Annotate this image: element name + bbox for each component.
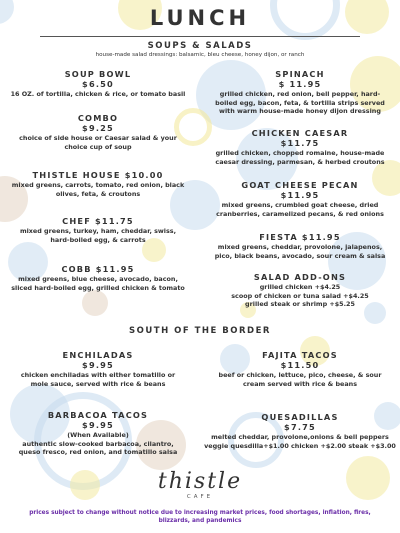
item-description: 16 OZ. of tortilla, chicken & rice, or tomato basil (10, 90, 186, 98)
item-price: $6.50 (82, 79, 114, 89)
logo-subtitle: CAFE (186, 494, 214, 500)
item-price: $9.95 (82, 420, 114, 430)
item-name: GOAT CHEESE PECAN (241, 180, 359, 190)
item-description: melted cheddar, provolone,onions & bell peppers veggie quesdilla+$1.00 chicken +$2.00 steak +$3.00 (204, 433, 396, 450)
item-price: $9.95 (82, 360, 114, 370)
menu-item-fiesta (200, 232, 400, 260)
item-name: COBB $11.95 (61, 264, 135, 274)
salad-add-ons (200, 272, 400, 309)
item-description: mixed greens, carrots, tomato, red onion, black olives, feta, & croutons (11, 181, 185, 198)
thistle-cafe-logo (0, 471, 400, 500)
item-description: choice of side house or Caesar salad & your choice cup of soup (19, 134, 177, 151)
menu-title: LUNCH (149, 6, 251, 30)
item-description: mixed greens, turkey, ham, cheddar, swiss, hard-boiled egg, & carrots (19, 227, 177, 244)
item-price: $ 11.95 (278, 79, 322, 89)
menu-item-goat-cheese-pecan (200, 180, 400, 218)
south-of-the-border-heading: SOUTH OF THE BORDER (129, 326, 271, 336)
menu-item-enchiladas (0, 350, 196, 388)
menu-item-chef (0, 216, 196, 244)
item-name: SALAD ADD-ONS (253, 272, 347, 282)
item-description: mixed greens, blue cheese, avocado, bacon, sliced hard-boiled egg, grilled chicken & tomato (11, 275, 185, 292)
menu-item-spinach (200, 69, 400, 116)
item-price: $7.75 (284, 422, 316, 432)
menu-item-quesadillas (200, 412, 400, 450)
item-description: (When Available) authentic slow-cooked barbacoa, cilantro, queso fresco, red onion, and tomatillo salsa (18, 431, 178, 457)
item-name: SPINACH (275, 69, 325, 79)
item-price: $11.75 (280, 138, 320, 148)
soups-salads-heading: SOUPS & SALADS (147, 41, 253, 51)
menu-item-chicken-caesar (200, 128, 400, 166)
dressings-note: house-made salad dressings: balsamic, bleu cheese, honey dijon, or ranch (95, 52, 305, 58)
logo-wordmark: thistle (157, 469, 243, 494)
item-price: $11.95 (280, 190, 320, 200)
item-description: beef or chicken, lettuce, pico, cheese, & sour cream served with rice & beans (218, 371, 382, 388)
menu-item-combo (0, 113, 196, 151)
item-name: SOUP BOWL (64, 69, 132, 79)
item-name: CHEF $11.75 (62, 216, 134, 226)
menu-item-barbacoa-tacos (0, 410, 196, 457)
item-description: mixed greens, crumbled goat cheese, dried cranberries, caramelized pecans, & red onions (216, 201, 384, 218)
item-price: $9.25 (82, 123, 114, 133)
item-name: BARBACOA TACOS (47, 410, 149, 420)
item-name: THISTLE HOUSE $10.00 (32, 170, 164, 180)
item-name: FAJITA TACOS (262, 350, 338, 360)
item-price: $11.50 (280, 360, 320, 370)
item-description: grilled chicken +$4.25 scoop of chicken or tuna salad +$4.25 grilled steak or shrimp +$5.25 (231, 283, 369, 309)
item-description: grilled chicken, red onion, bell pepper, hard- boiled egg, bacon, feta, & tortilla strips served with warm house-made honey dijon dressing (215, 90, 385, 116)
menu-item-thistle-house (0, 170, 196, 198)
item-description: grilled chicken, chopped romaine, house-made caesar dressing, parmesan, & herbed croutons (215, 149, 385, 166)
item-name: CHICKEN CAESAR (251, 128, 349, 138)
title-divider (40, 36, 360, 37)
item-name: QUESADILLAS (261, 412, 339, 422)
menu-item-soup-bowl (0, 69, 196, 99)
menu-item-fajita-tacos (200, 350, 400, 388)
item-name: COMBO (77, 113, 119, 123)
item-name: FIESTA $11.95 (259, 232, 341, 242)
price-disclaimer: prices subject to change without notice due to increasing market prices, food shortages, inflation, fires, blizzards, and pandemics (29, 510, 371, 524)
item-description: chicken enchiladas with either tomatillo or mole sauce, served with rice & beans (20, 371, 176, 388)
menu-item-cobb (0, 264, 196, 292)
item-name: ENCHILADAS (62, 350, 134, 360)
item-description: mixed greens, cheddar, provolone, jalapenos, pico, black beans, avocado, sour cream & salsa (214, 243, 386, 260)
